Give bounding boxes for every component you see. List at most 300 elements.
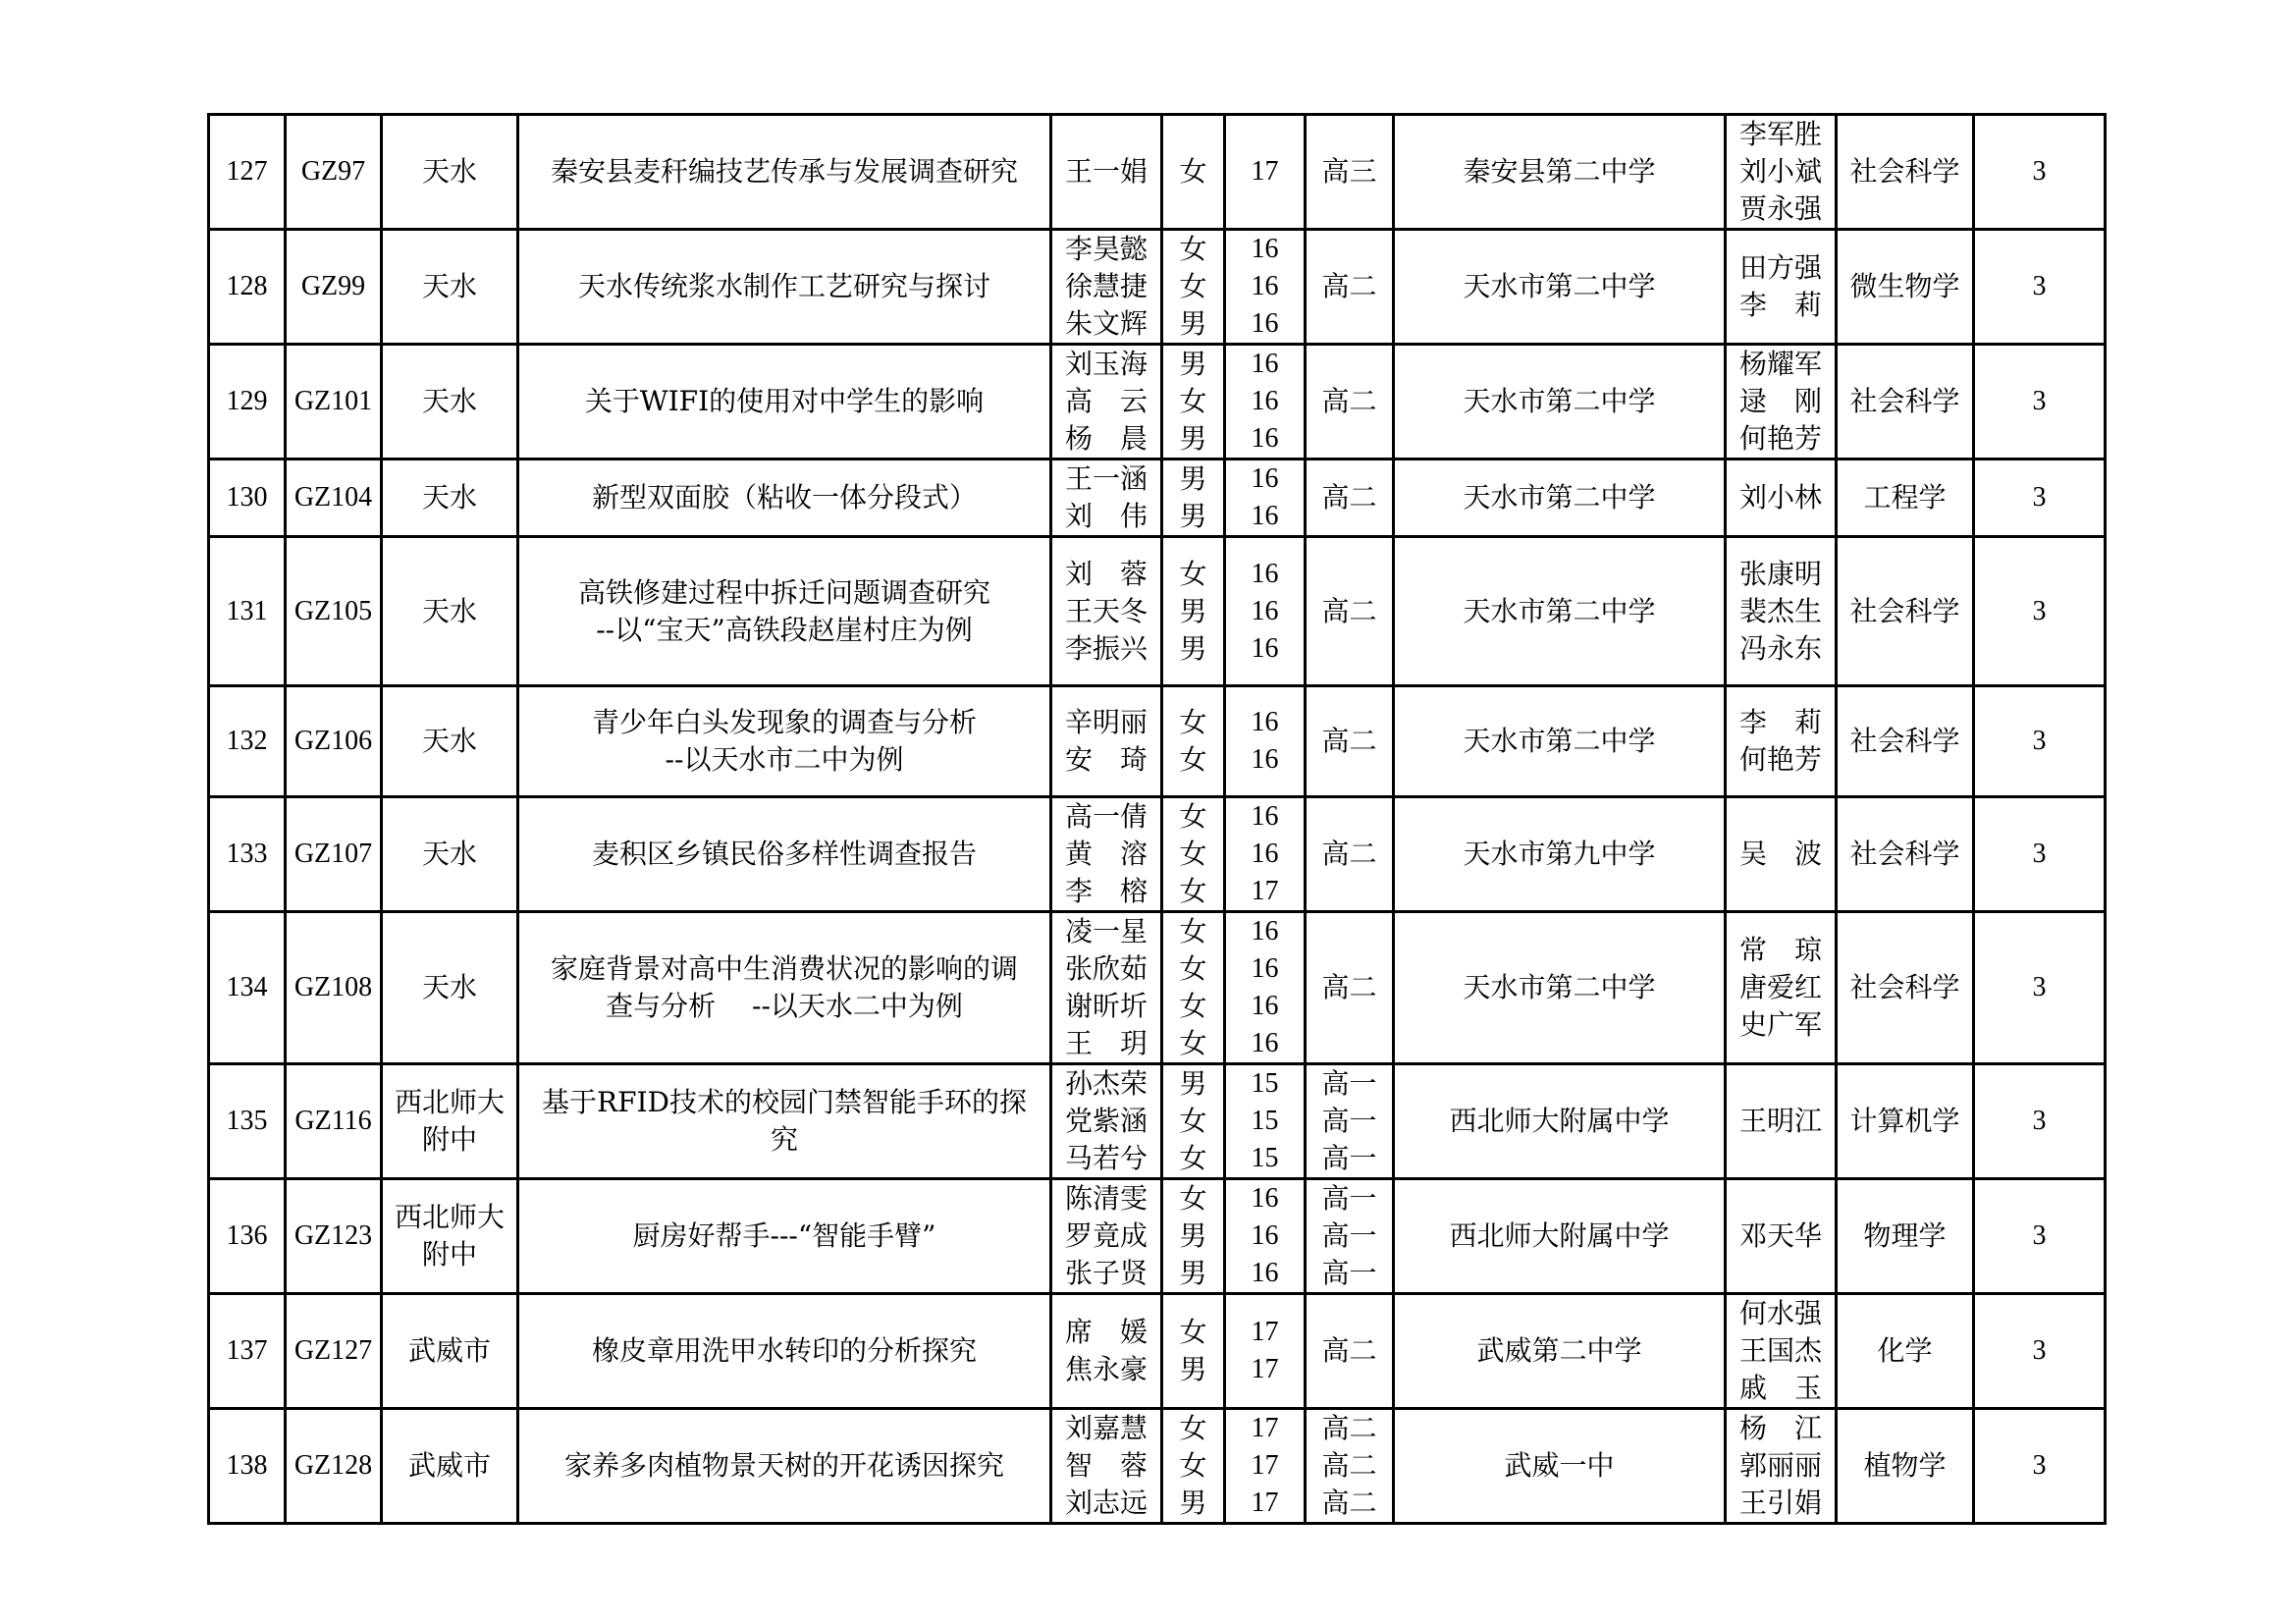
advisor-line: 张康明 (1738, 557, 1822, 590)
grade-cell (1306, 537, 1394, 686)
advisor-line: 史广军 (1738, 1008, 1822, 1041)
region-cell (382, 797, 518, 912)
project-title-line: 高铁修建过程中拆迁问题调查研究 (577, 575, 990, 609)
age-line: 16 (1251, 595, 1279, 626)
gender-line: 女 (1179, 1142, 1207, 1174)
count-cell: 3 (1974, 345, 2106, 460)
advisor-cell (1726, 345, 1837, 460)
gender-line: 男 (1179, 1219, 1207, 1252)
advisor-line: 唐爱红 (1738, 971, 1822, 1003)
advisor-line: 常 琼 (1738, 934, 1822, 966)
age-line: 16 (1251, 463, 1279, 494)
student-names-line: 杨 晨 (1064, 422, 1148, 455)
gender-line: 女 (1179, 1412, 1207, 1444)
count-cell: 3 (1974, 686, 2106, 797)
grade-cell (1306, 345, 1394, 460)
gender-line: 女 (1179, 800, 1207, 833)
student-names-line: 刘志远 (1064, 1487, 1148, 1519)
student-names-line: 刘嘉慧 (1064, 1412, 1148, 1444)
school-cell: 天水市第二中学 (1394, 345, 1726, 460)
age-line: 16 (1251, 707, 1279, 737)
gender-line: 女 (1179, 743, 1207, 776)
student-names-line: 李昊懿 (1064, 233, 1148, 265)
age-cell (1225, 1179, 1306, 1294)
gender-cell (1162, 1294, 1225, 1409)
age-cell (1225, 1409, 1306, 1524)
student-names-line: 高一倩 (1064, 800, 1148, 833)
project-title-line: 基于RFID技术的校园门禁智能手环的探 (541, 1086, 1028, 1118)
grade-line: 高二 (1321, 1449, 1377, 1482)
project-title-cell (518, 797, 1051, 912)
count-cell: 3 (1974, 230, 2106, 345)
gender-cell (1162, 686, 1225, 797)
gender-cell (1162, 1179, 1225, 1294)
student-names-cell (1051, 686, 1162, 797)
school-cell: 天水市第九中学 (1394, 797, 1726, 912)
gender-line: 男 (1179, 422, 1207, 455)
project-title-line: 关于WIFI的使用对中学生的影响 (584, 385, 985, 417)
gender-line: 女 (1179, 952, 1207, 985)
row-number-cell: 129 (209, 345, 286, 460)
gender-line: 男 (1179, 1487, 1207, 1519)
gender-cell (1162, 912, 1225, 1064)
advisor-line: 何艳芳 (1738, 422, 1822, 455)
project-title-line: --以天水市二中为例 (665, 743, 904, 776)
project-code-cell: GZ116 (286, 1064, 382, 1179)
advisor-cell (1726, 537, 1837, 686)
field-cell: 社会科学 (1837, 537, 1974, 686)
student-names-line: 安 琦 (1064, 743, 1148, 776)
field-cell: 微生物学 (1837, 230, 1974, 345)
advisor-line: 吴 波 (1738, 838, 1822, 870)
project-title-line: 家庭背景对高中生消费状况的影响的调 (550, 952, 1018, 985)
student-names-line: 王一娟 (1064, 155, 1148, 188)
advisor-cell (1726, 686, 1837, 797)
gender-line: 女 (1179, 557, 1207, 590)
student-names-line: 席 媛 (1064, 1316, 1148, 1348)
school-cell: 秦安县第二中学 (1394, 115, 1726, 230)
project-title-cell (518, 230, 1051, 345)
project-title-line: 新型双面胶（粘收一体分段式） (591, 481, 977, 514)
gender-cell (1162, 1409, 1225, 1524)
grade-cell (1306, 1294, 1394, 1409)
gender-line: 女 (1179, 155, 1207, 188)
table-row (209, 1294, 2106, 1409)
student-names-line: 陈清雯 (1064, 1182, 1148, 1215)
advisor-line: 李 莉 (1738, 289, 1822, 321)
field-cell: 工程学 (1837, 460, 1974, 537)
advisor-line: 刘小林 (1738, 481, 1822, 514)
grade-line: 高二 (1321, 725, 1377, 757)
advisor-cell (1726, 460, 1837, 537)
advisor-line: 何水强 (1738, 1297, 1822, 1329)
age-line: 15 (1251, 1068, 1279, 1099)
field-cell: 社会科学 (1837, 115, 1974, 230)
count-cell: 3 (1974, 460, 2106, 537)
advisor-line: 何艳芳 (1738, 743, 1822, 776)
gender-cell (1162, 115, 1225, 230)
student-names-cell (1051, 797, 1162, 912)
row-number-cell: 130 (209, 460, 286, 537)
gender-line: 女 (1179, 233, 1207, 265)
field-cell: 物理学 (1837, 1179, 1974, 1294)
row-number-cell: 138 (209, 1409, 286, 1524)
gender-line: 女 (1179, 385, 1207, 417)
advisor-line: 王引娟 (1738, 1487, 1822, 1519)
school-cell: 武威第二中学 (1394, 1294, 1726, 1409)
count-cell: 3 (1974, 1294, 2106, 1409)
count-cell: 3 (1974, 1179, 2106, 1294)
gender-line: 男 (1179, 594, 1207, 627)
advisor-line: 杨耀军 (1738, 348, 1822, 380)
grade-cell (1306, 1409, 1394, 1524)
region-text: 西北师大附中 (394, 1201, 505, 1271)
field-cell: 社会科学 (1837, 912, 1974, 1064)
grade-cell (1306, 230, 1394, 345)
age-line: 16 (1251, 349, 1279, 379)
age-line: 16 (1251, 744, 1279, 775)
age-line: 16 (1251, 308, 1279, 339)
grade-line: 高二 (1321, 385, 1377, 417)
age-cell (1225, 686, 1306, 797)
gender-cell (1162, 797, 1225, 912)
grade-cell (1306, 1179, 1394, 1294)
age-line: 17 (1251, 156, 1279, 187)
age-cell (1225, 460, 1306, 537)
project-title-cell (518, 1409, 1051, 1524)
student-names-line: 朱文辉 (1064, 307, 1148, 340)
region-cell (382, 1294, 518, 1409)
field-cell: 社会科学 (1837, 686, 1974, 797)
row-number-cell: 133 (209, 797, 286, 912)
grade-line: 高二 (1321, 481, 1377, 514)
student-names-line: 党紫涵 (1064, 1105, 1148, 1137)
age-line: 16 (1251, 916, 1279, 947)
student-names-line: 智 蓉 (1064, 1449, 1148, 1482)
project-title-cell (518, 115, 1051, 230)
gender-cell (1162, 1064, 1225, 1179)
student-names-line: 李 榕 (1064, 875, 1148, 907)
gender-line: 女 (1179, 1105, 1207, 1137)
region-text: 天水 (421, 971, 477, 1003)
grade-line: 高三 (1321, 155, 1377, 188)
advisor-line: 邓天华 (1738, 1219, 1822, 1252)
advisor-line: 杨 江 (1738, 1412, 1822, 1444)
row-number-cell: 136 (209, 1179, 286, 1294)
school-cell: 天水市第二中学 (1394, 537, 1726, 686)
region-cell (382, 115, 518, 230)
student-names-line: 马若兮 (1064, 1142, 1148, 1174)
grade-line: 高二 (1321, 838, 1377, 870)
student-names-cell (1051, 537, 1162, 686)
age-line: 16 (1251, 1220, 1279, 1251)
project-title-cell (518, 345, 1051, 460)
table-row (209, 537, 2106, 686)
region-cell (382, 1179, 518, 1294)
age-line: 17 (1251, 1354, 1279, 1384)
student-names-line: 罗竟成 (1064, 1219, 1148, 1252)
project-title-line: 青少年白头发现象的调查与分析 (591, 706, 977, 738)
project-code-cell: GZ106 (286, 686, 382, 797)
student-names-line: 刘 伟 (1064, 500, 1148, 532)
age-line: 15 (1251, 1143, 1279, 1173)
gender-line: 女 (1179, 1182, 1207, 1215)
student-names-cell (1051, 345, 1162, 460)
school-cell: 西北师大附属中学 (1394, 1064, 1726, 1179)
grade-line: 高一 (1321, 1257, 1377, 1289)
student-names-line: 黄 溶 (1064, 838, 1148, 870)
project-code-cell: GZ99 (286, 230, 382, 345)
grade-line: 高二 (1321, 270, 1377, 302)
age-cell (1225, 230, 1306, 345)
student-names-line: 焦永豪 (1064, 1353, 1148, 1385)
age-line: 17 (1251, 1413, 1279, 1443)
project-title-line: 家养多肉植物景天树的开花诱因探究 (563, 1449, 1004, 1482)
gender-line: 女 (1179, 1316, 1207, 1348)
grade-line: 高一 (1321, 1105, 1377, 1137)
count-cell: 3 (1974, 1409, 2106, 1524)
gender-line: 女 (1179, 990, 1207, 1022)
advisor-line: 王明江 (1738, 1105, 1822, 1137)
table-row (209, 686, 2106, 797)
age-cell (1225, 345, 1306, 460)
project-code-cell: GZ127 (286, 1294, 382, 1409)
table-row (209, 230, 2106, 345)
grade-line: 高二 (1321, 1334, 1377, 1367)
gender-cell (1162, 345, 1225, 460)
student-names-line: 孙杰荣 (1064, 1067, 1148, 1100)
project-title-cell (518, 537, 1051, 686)
project-title-line: 厨房好帮手---“智能手臂” (632, 1219, 936, 1252)
project-title-line: 橡皮章用洗甲水转印的分析探究 (591, 1334, 977, 1367)
advisor-line: 田方强 (1738, 251, 1822, 284)
student-names-line: 凌一星 (1064, 915, 1148, 947)
table-row (209, 912, 2106, 1064)
grade-line: 高一 (1321, 1182, 1377, 1215)
row-number-cell: 132 (209, 686, 286, 797)
age-cell (1225, 1064, 1306, 1179)
table-row (209, 1179, 2106, 1294)
school-cell: 天水市第二中学 (1394, 230, 1726, 345)
row-number-cell: 137 (209, 1294, 286, 1409)
student-names-cell (1051, 230, 1162, 345)
project-title-line: 究 (770, 1123, 798, 1156)
student-names-line: 王 玥 (1064, 1027, 1148, 1059)
table-row (209, 345, 2106, 460)
grade-line: 高一 (1321, 1142, 1377, 1174)
project-code-cell: GZ104 (286, 460, 382, 537)
age-cell (1225, 537, 1306, 686)
gender-line: 女 (1179, 838, 1207, 870)
student-names-cell (1051, 460, 1162, 537)
advisor-line: 刘小斌 (1738, 155, 1822, 188)
gender-line: 男 (1179, 631, 1207, 665)
advisor-cell (1726, 1294, 1837, 1409)
project-title-line: 查与分析 --以天水二中为例 (606, 990, 963, 1022)
advisor-cell (1726, 912, 1837, 1064)
region-cell (382, 345, 518, 460)
grade-cell (1306, 912, 1394, 1064)
gender-line: 男 (1179, 462, 1207, 495)
age-line: 15 (1251, 1106, 1279, 1136)
school-cell: 天水市第二中学 (1394, 686, 1726, 797)
student-names-cell (1051, 1409, 1162, 1524)
project-code-cell: GZ123 (286, 1179, 382, 1294)
project-title-cell (518, 1294, 1051, 1409)
field-cell: 计算机学 (1837, 1064, 1974, 1179)
grade-line: 高一 (1321, 1067, 1377, 1100)
grade-line: 高二 (1321, 1412, 1377, 1444)
region-cell (382, 460, 518, 537)
school-cell: 天水市第二中学 (1394, 460, 1726, 537)
age-cell (1225, 912, 1306, 1064)
gender-cell (1162, 460, 1225, 537)
gender-line: 男 (1179, 1067, 1207, 1100)
project-code-cell: GZ105 (286, 537, 382, 686)
grade-cell (1306, 115, 1394, 230)
gender-line: 男 (1179, 307, 1207, 340)
region-text: 天水 (421, 385, 477, 417)
project-title-line: 天水传统浆水制作工艺研究与探讨 (577, 270, 990, 302)
age-cell (1225, 1294, 1306, 1409)
grade-cell (1306, 460, 1394, 537)
gender-line: 女 (1179, 875, 1207, 907)
grade-cell (1306, 1064, 1394, 1179)
advisor-line: 李军胜 (1738, 118, 1822, 150)
region-cell (382, 1409, 518, 1524)
student-names-line: 张欣茹 (1064, 952, 1148, 985)
advisor-cell (1726, 1409, 1837, 1524)
grade-line: 高二 (1321, 594, 1377, 627)
region-cell (382, 686, 518, 797)
project-title-cell (518, 912, 1051, 1064)
advisor-line: 冯永东 (1738, 631, 1822, 665)
field-cell: 社会科学 (1837, 345, 1974, 460)
gender-cell (1162, 230, 1225, 345)
student-names-line: 谢昕圻 (1064, 990, 1148, 1022)
school-cell: 武威一中 (1394, 1409, 1726, 1524)
age-line: 17 (1251, 876, 1279, 906)
student-names-cell (1051, 912, 1162, 1064)
student-names-line: 刘 蓉 (1064, 557, 1148, 590)
advisor-line: 贾永强 (1738, 192, 1822, 225)
advisor-cell (1726, 1064, 1837, 1179)
advisor-line: 李 莉 (1738, 706, 1822, 738)
project-code-cell: GZ108 (286, 912, 382, 1064)
field-cell: 化学 (1837, 1294, 1974, 1409)
gender-line: 女 (1179, 270, 1207, 302)
field-cell: 社会科学 (1837, 797, 1974, 912)
grade-cell (1306, 797, 1394, 912)
project-title-cell (518, 1179, 1051, 1294)
count-cell: 3 (1974, 1064, 2106, 1179)
project-title-cell (518, 686, 1051, 797)
region-text: 武威市 (407, 1449, 491, 1482)
project-code-cell: GZ101 (286, 345, 382, 460)
student-names-cell (1051, 1064, 1162, 1179)
region-text: 天水 (421, 155, 477, 188)
age-line: 16 (1251, 953, 1279, 984)
student-names-line: 张子贤 (1064, 1257, 1148, 1289)
row-number-cell: 128 (209, 230, 286, 345)
row-number-cell: 135 (209, 1064, 286, 1179)
table-row (209, 1064, 2106, 1179)
age-line: 16 (1251, 1183, 1279, 1214)
region-text: 天水 (421, 838, 477, 870)
age-line: 16 (1251, 501, 1279, 531)
gender-line: 男 (1179, 348, 1207, 380)
age-line: 16 (1251, 801, 1279, 832)
advisor-cell (1726, 230, 1837, 345)
roster-body (209, 115, 2106, 1524)
age-cell (1225, 797, 1306, 912)
student-names-line: 辛明丽 (1064, 706, 1148, 738)
count-cell: 3 (1974, 912, 2106, 1064)
student-names-line: 王天冬 (1064, 594, 1148, 627)
table-row (209, 1409, 2106, 1524)
row-number-cell: 131 (209, 537, 286, 686)
region-text: 天水 (421, 481, 477, 514)
project-code-cell: GZ107 (286, 797, 382, 912)
gender-line: 女 (1179, 1449, 1207, 1482)
count-cell: 3 (1974, 797, 2106, 912)
age-line: 16 (1251, 1258, 1279, 1288)
project-code-cell: GZ128 (286, 1409, 382, 1524)
gender-line: 男 (1179, 500, 1207, 532)
age-line: 16 (1251, 839, 1279, 869)
student-names-line: 刘玉海 (1064, 348, 1148, 380)
advisor-line: 王国杰 (1738, 1334, 1822, 1367)
age-line: 16 (1251, 386, 1279, 416)
student-names-line: 王一涵 (1064, 462, 1148, 495)
school-cell: 天水市第二中学 (1394, 912, 1726, 1064)
gender-line: 女 (1179, 706, 1207, 738)
student-names-cell (1051, 115, 1162, 230)
region-cell (382, 1064, 518, 1179)
grade-line: 高一 (1321, 1219, 1377, 1252)
table-row (209, 115, 2106, 230)
table-row (209, 460, 2106, 537)
row-number-cell: 134 (209, 912, 286, 1064)
region-text: 天水 (421, 270, 477, 302)
region-text: 西北师大附中 (394, 1086, 505, 1156)
region-cell (382, 912, 518, 1064)
grade-line: 高二 (1321, 971, 1377, 1003)
row-number-cell: 127 (209, 115, 286, 230)
advisor-cell (1726, 115, 1837, 230)
age-line: 16 (1251, 632, 1279, 664)
grade-cell (1306, 686, 1394, 797)
gender-line: 男 (1179, 1353, 1207, 1385)
student-names-cell (1051, 1294, 1162, 1409)
gender-cell (1162, 537, 1225, 686)
count-cell: 3 (1974, 115, 2106, 230)
advisor-line: 郭丽丽 (1738, 1449, 1822, 1482)
project-title-line: 麦积区乡镇民俗多样性调查报告 (591, 838, 977, 870)
project-title-cell (518, 1064, 1051, 1179)
advisor-cell (1726, 1179, 1837, 1294)
advisor-line: 逯 刚 (1738, 385, 1822, 417)
age-line: 16 (1251, 271, 1279, 301)
school-cell: 西北师大附属中学 (1394, 1179, 1726, 1294)
region-cell (382, 537, 518, 686)
field-cell: 植物学 (1837, 1409, 1974, 1524)
region-cell (382, 230, 518, 345)
region-text: 天水 (421, 725, 477, 757)
age-line: 16 (1251, 1028, 1279, 1058)
student-names-line: 徐慧捷 (1064, 270, 1148, 302)
age-line: 16 (1251, 991, 1279, 1021)
